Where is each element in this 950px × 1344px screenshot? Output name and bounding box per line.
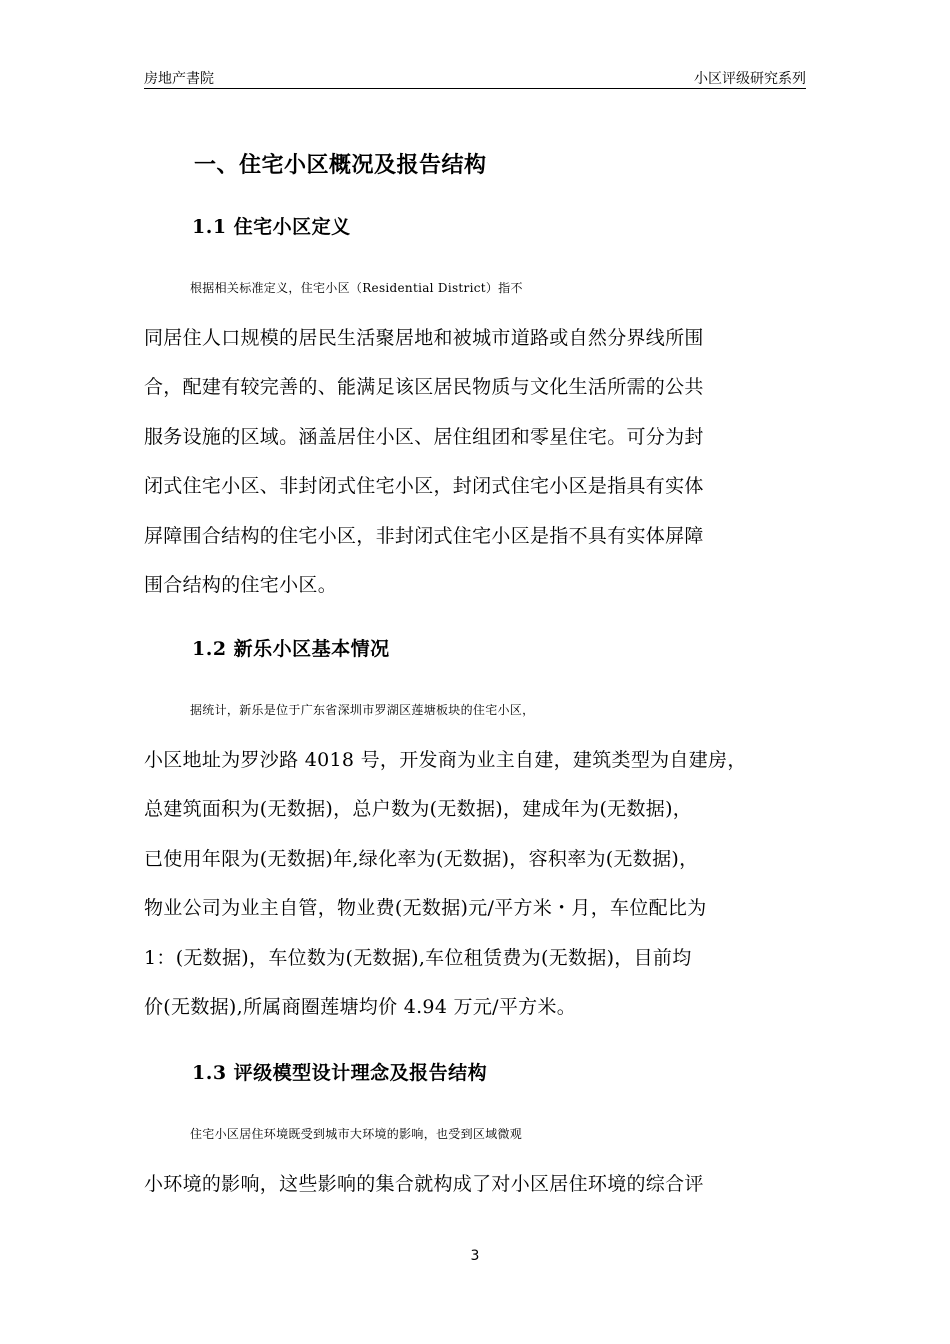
section-heading-1-1: 1.1 住宅小区定义	[192, 216, 351, 238]
paragraph-line: 1：(无数据)，车位数为(无数据),车位租赁费为(无数据)，目前均	[144, 946, 692, 969]
paragraph-line: 服务设施的区域。涵盖居住小区、居住组团和零星住宅。可分为封	[144, 425, 704, 448]
paragraph-line: 总建筑面积为(无数据)，总户数为(无数据)，建成年为(无数据)，	[144, 798, 693, 820]
section-paragraph-1-3	[144, 1110, 806, 1209]
section-heading-1-3: 1.3 评级模型设计理念及报告结构	[192, 1062, 488, 1084]
section-heading-1-2: 1.2 新乐小区基本情况	[192, 638, 390, 660]
paragraph-line: 根据相关标准定义，住宅小区（Residential District）指不	[190, 281, 523, 295]
paragraph-line: 已使用年限为(无数据)年,绿化率为(无数据)，容积率为(无数据)，	[144, 847, 699, 870]
page-header	[144, 66, 806, 89]
paragraph-line: 小环境的影响，这些影响的集合就构成了对小区居住环境的综合评	[144, 1172, 704, 1195]
paragraph-line: 价(无数据),所属商圈莲塘均价 4.94 万元/平方米。	[144, 996, 577, 1018]
header-series: 小区评级研究系列	[694, 71, 806, 87]
page-number: 3	[470, 1248, 480, 1264]
section-paragraph-1-2	[144, 686, 806, 1033]
paragraph-line: 围合结构的住宅小区。	[144, 574, 338, 596]
paragraph-line: 屏障围合结构的住宅小区，非封闭式住宅小区是指不具有实体屏障	[144, 524, 704, 547]
paragraph-line: 住宅小区居住环境既受到城市大环境的影响，也受到区域微观	[190, 1127, 523, 1141]
paragraph-line: 据统计，新乐是位于广东省深圳市罗湖区莲塘板块的住宅小区，	[190, 703, 535, 717]
section-paragraph-1-1	[144, 264, 806, 611]
paragraph-line: 小区地址为罗沙路 4018 号，开发商为业主自建，建筑类型为自建房，	[144, 748, 747, 771]
paragraph-line: 合，配建有较完善的、能满足该区居民物质与文化生活所需的公共	[144, 376, 704, 398]
paragraph-line: 物业公司为业主自管，物业费(无数据)元/平方米・月，车位配比为	[144, 897, 707, 919]
chapter-title: 一、住宅小区概况及报告结构	[194, 152, 487, 178]
paragraph-line: 同居住人口规模的居民生活聚居地和被城市道路或自然分界线所围	[144, 326, 704, 349]
header-publisher: 房地产書院	[144, 71, 214, 87]
paragraph-line: 闭式住宅小区、非封闭式住宅小区，封闭式住宅小区是指具有实体	[144, 475, 704, 497]
